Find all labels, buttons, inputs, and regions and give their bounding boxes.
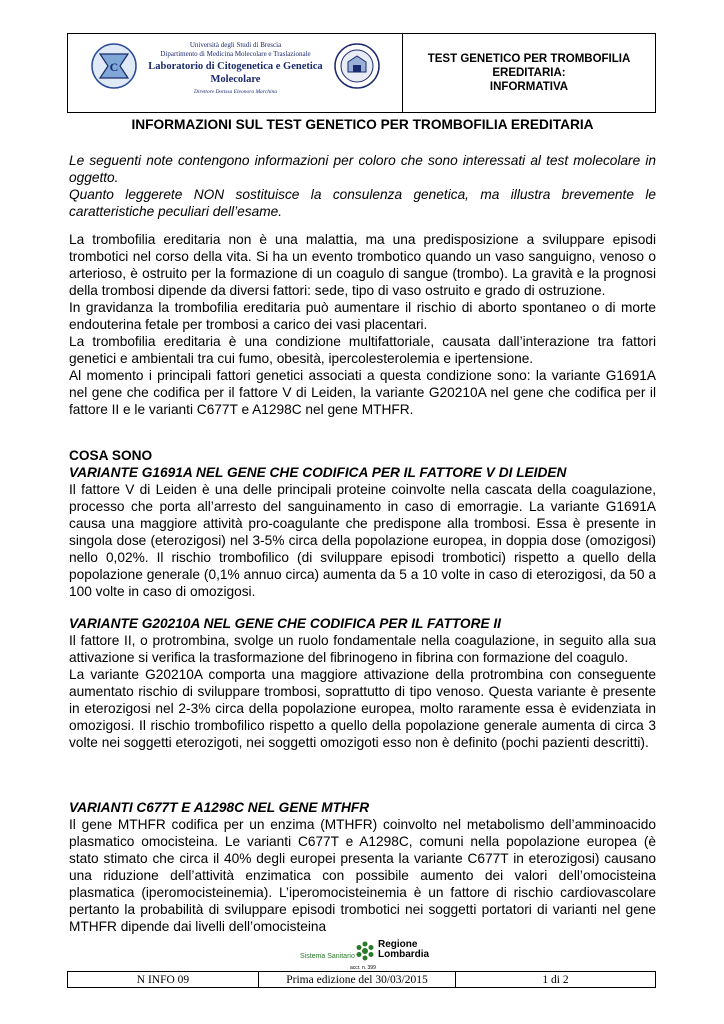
university-name: Università degli Studi di Brescia: [189, 41, 282, 49]
page-title: INFORMAZIONI SUL TEST GENETICO PER TROMBOFILIA EREDITARIA: [131, 117, 594, 132]
regione-lombardia-rose-icon: [355, 940, 375, 962]
body-block: [69, 231, 656, 418]
document-header: [67, 33, 656, 113]
body-paragraph: La trombofilia ereditaria non è una malattia, ma una predisposizione a sviluppare episodi trombotici nel corso della vita. Si ha un evento trombotico quando un vaso sanguigno, venoso o arterioso, è ostruito per la formazione di un coagulo di sangue (trombo). La gravità e la prognosi della trombosi dipende da diversi fattori: sede, tipo di vaso ostruito e grado di ostruzione.: [69, 232, 656, 298]
footer-accreditation: accr. n. 399: [350, 965, 376, 971]
section-paragraph: Il fattore II, o protrombina, svolge un ruolo fondamentale nella coagulazione, in seguito alla sua attivazione si verifica la trasformazione del fibrinogeno in fibrina con formazione del coagulo.: [69, 633, 656, 665]
section-block-2: [69, 615, 656, 751]
footer-edition: Prima edizione del 30/03/2015: [259, 972, 456, 987]
footer-page-number: 1 di 2: [542, 973, 569, 986]
footer-table: [67, 971, 656, 988]
director-name: Direttore Dottssa Eleonora Marchina: [194, 89, 277, 95]
section-paragraph: La variante G20210A comporta una maggiore attivazione della protrombina con conseguente aumentato rischio di sviluppare trombosi, soprattutto di tipo venoso. Questa variante è presente in eterozigosi nel 2-3% circa della popolazione europea, molto raramente essa è evidenziata in omozigosi. Il rischio trombofilico rispetto a quello della popolazione generale aumenta di circa 3 volte nei soggetti eterozigoti, nei soggetti omozigoti esso non è definito (pochi pazienti descritti).: [69, 667, 656, 750]
section-paragraph: Il gene MTHFR codifica per un enzima (MTHFR) coinvolto nel metabolismo dell’amminoacido plasmatico omocisteina. Le varianti C677T e A1298C, comuni nella popolazione europea (è stato stimato che circa il 40% degli europei presenta la variante C677T in eterozigosi) causano una riduzione dell’attività enzimatica con possibile aumento dei valori dell’omocisteina plasmatica (iperomocisteinemia). L’iperomocisteinemia è un fattore di rischio cardiovascolare pertanto la probabilità di sviluppare episodi trombotici nei soggetti portatori di varianti nel gene MTHFR dipende dai livelli dell’omocisteina: [69, 817, 656, 934]
doc-title-line-1: TEST GENETICO PER TROMBOFILIA: [427, 53, 631, 65]
intro-block: [69, 152, 656, 220]
university-seal-icon: [333, 42, 381, 90]
doc-title-line-3: INFORMATIVA: [489, 81, 569, 93]
section-main-heading: COSA SONO: [69, 448, 153, 463]
department-name: Dipartimento di Medicina Molecolare e Traslazionale: [160, 50, 311, 58]
doc-title-line-2: EREDITARIA:: [492, 67, 566, 79]
section-block-1: [69, 447, 656, 600]
intro-line: Le seguenti note contengono informazioni per coloro che sono interessati al test molecolare in oggetto.: [69, 153, 656, 185]
footer-logo-text-region: Regione: [378, 939, 418, 950]
section-block-3: [69, 799, 656, 935]
footer-doc-code: N INFO 09: [68, 972, 259, 987]
footer-logo-text-lombardia: Lombardia: [378, 949, 430, 960]
svg-text:C: C: [109, 60, 119, 74]
genetics-lab-logo-icon: [90, 42, 138, 90]
footer-logo-text-left: Sistema Sanitario: [300, 953, 355, 960]
body-paragraph: In gravidanza la trombofilia ereditaria può aumentare il rischio di aborto spontaneo o di morte endouterina fetale per trombosi a carico dei vasi placentari.: [69, 300, 656, 332]
laboratory-name: Laboratorio di Citogenetica e Genetica Molecolare: [148, 61, 323, 85]
intro-line: Quanto leggerete NON sostituisce la consulenza genetica, ma illustra brevemente le caratteristiche peculiari dell’esame.: [69, 187, 656, 219]
section-heading: VARIANTI C677T E A1298C NEL GENE MTHFR: [69, 800, 370, 815]
institution-block: [138, 41, 333, 96]
section-heading: VARIANTE G20210A NEL GENE CHE CODIFICA PER IL FATTORE II: [69, 616, 501, 631]
section-paragraph: Il fattore V di Leiden è una delle principali proteine coinvolte nella cascata della coagulazione, processo che porta all’arresto del sanguinamento in caso di emorragie. La variante G1691A causa una maggiore attività pro-coagulante che predispone alla trombosi. Essa è presente in singola dose (eterozigosi) nel 3-5% circa della popolazione europea, in doppia dose (omozigosi) nello 0,02%. Il rischio trombofilico (di sviluppare episodi trombotici) rispetto a quello della popolazione generale (0,1% annuo circa) aumenta da 5 a 10 volte in caso di eterozigosi, da 50 a 100 volte in caso di omozigosi.: [69, 482, 656, 599]
section-heading: VARIANTE G1691A NEL GENE CHE CODIFICA PER IL FATTORE V DI LEIDEN: [69, 465, 567, 480]
document-title-block: [403, 34, 655, 112]
body-paragraph: Al momento i principali fattori genetici associati a questa condizione sono: la variante G1691A nel gene che codifica per il fattore V di Leiden, la variante G20210A nel gene che codifica per il fattore II e le varianti C677T e A1298C nel gene MTHFR.: [69, 368, 656, 417]
body-paragraph: La trombofilia ereditaria è una condizione multifattoriale, causata dall’interazione tra fattori genetici e ambientali tra cui fumo, obesità, ipercolesterolemia e ipertensione.: [69, 334, 656, 366]
